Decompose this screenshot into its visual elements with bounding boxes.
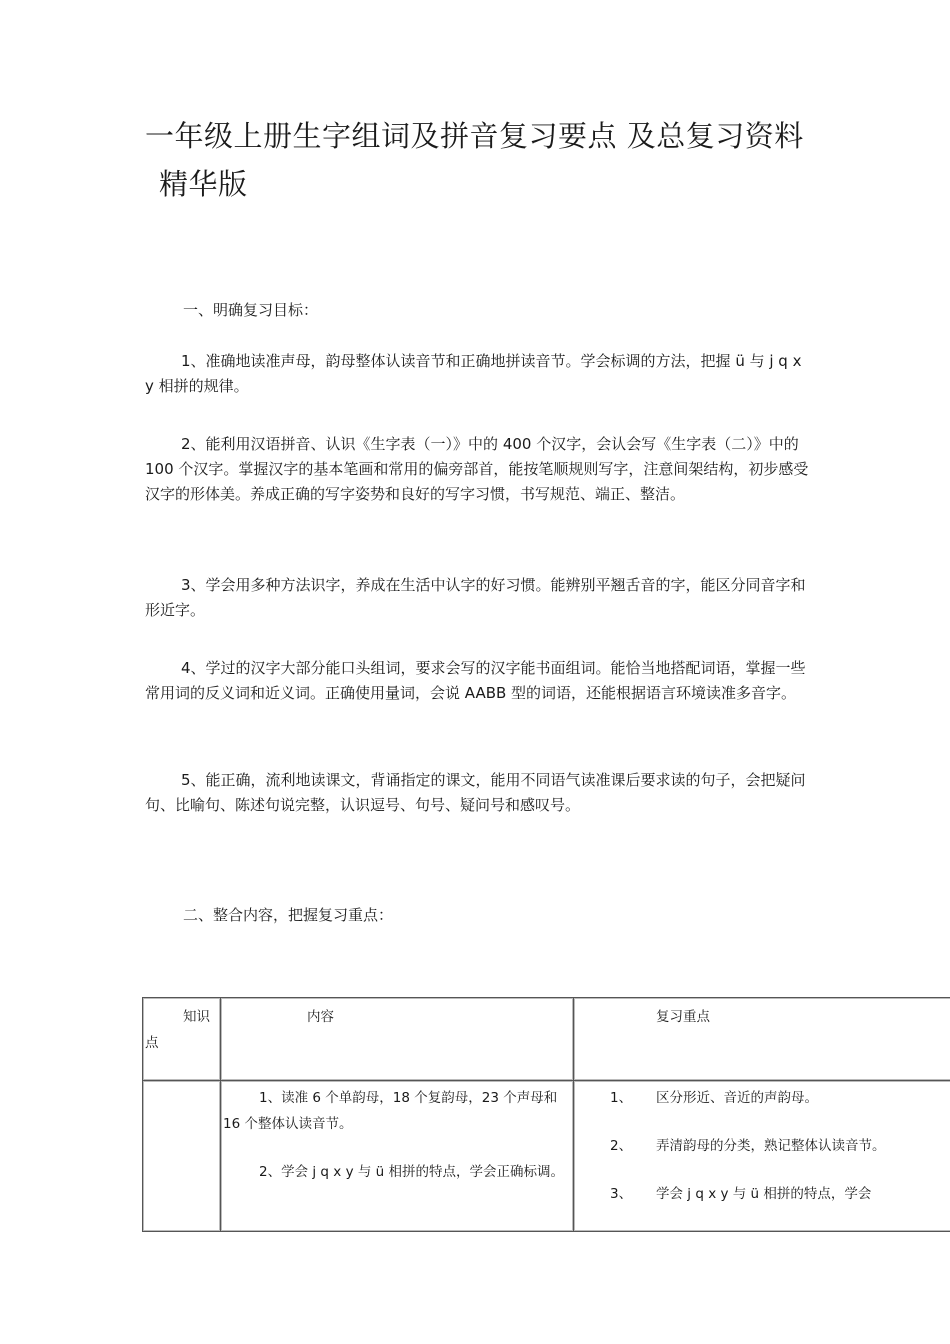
focus-item-text: 学会 j q x y 与 ü 相拼的特点，学会: [656, 1186, 872, 1202]
title-line-2: 精华版: [159, 167, 248, 201]
header-review-focus: 复习重点: [574, 998, 950, 1081]
title-line-1: 一年级上册生字组词及拼音复习要点 及总复习资料: [145, 119, 804, 153]
header-knowledge-point: [143, 998, 221, 1081]
focus-item: [610, 1085, 950, 1111]
focus-item-number: 1、: [610, 1090, 633, 1106]
content-item: 1、读准 6 个单韵母，18 个复韵母，23 个声母和 16 个整体认读音节。: [223, 1090, 558, 1132]
focus-item-text: 区分形近、音近的声韵母。: [656, 1090, 818, 1106]
objective-item-4: 4、学过的汉字大部分能口头组词，要求会写的汉字能书面组词。能恰当地搭配词语，掌握一些常用词的反义词和近义词。正确使用量词，会说 AABB 型的词语，还能根据语言环境读准多音字。: [145, 659, 806, 702]
focus-item-number: 2、: [610, 1138, 633, 1154]
objective-item-2: 2、能利用汉语拼音、认识《生字表（一）》中的 400 个汉字，会认会写《生字表（二）》中的 100 个汉字。掌握汉字的基本笔画和常用的偏旁部首，能按笔顺规则写字，注意间架结构，初步感受汉字的形体美。养成正确的写字姿势和良好的写字习惯，书写规范、端正、整洁。: [145, 435, 809, 503]
table-header-row: [143, 998, 950, 1081]
focus-item-number: 3、: [610, 1186, 633, 1202]
header-content: 内容: [221, 998, 574, 1081]
row-knowledge-point: [143, 1081, 221, 1232]
objective-item-5: 5、能正确，流利地读课文，背诵指定的课文，能用不同语气读准课后要求读的句子，会把疑问句、比喻句、陈述句说完整，认识逗号、句号、疑问号和感叹号。: [145, 771, 806, 814]
row-review-focus: [574, 1081, 950, 1232]
focus-item: [610, 1181, 950, 1207]
objective-item-3: 3、学会用多种方法识字，养成在生活中认字的好习惯。能辨别平翘舌音的字，能区分同音字和形近字。: [145, 576, 806, 619]
focus-item-text: 弄清韵母的分类，熟记整体认读音节。: [656, 1138, 886, 1154]
section-2-heading: 二、整合内容，把握复习重点：: [183, 906, 394, 924]
header-knowledge-point-line-2: 点: [145, 1035, 159, 1051]
objective-item-1: 1、准确地读准声母，韵母整体认读音节和正确地拼读音节。学会标调的方法，把握 ü 与 j q x y 相拼的规律。: [145, 352, 802, 395]
content-item: 2、学会 j q x y 与 ü 相拼的特点，学会正确标调。: [259, 1164, 564, 1180]
table-row: [143, 1081, 950, 1232]
focus-item: [610, 1133, 950, 1159]
document-title: [145, 112, 845, 208]
header-knowledge-point-line-1: 知识: [183, 1009, 210, 1025]
section-1-heading: 一、明确复习目标：: [183, 301, 319, 319]
review-table: [142, 997, 950, 1232]
row-content: [221, 1081, 574, 1232]
